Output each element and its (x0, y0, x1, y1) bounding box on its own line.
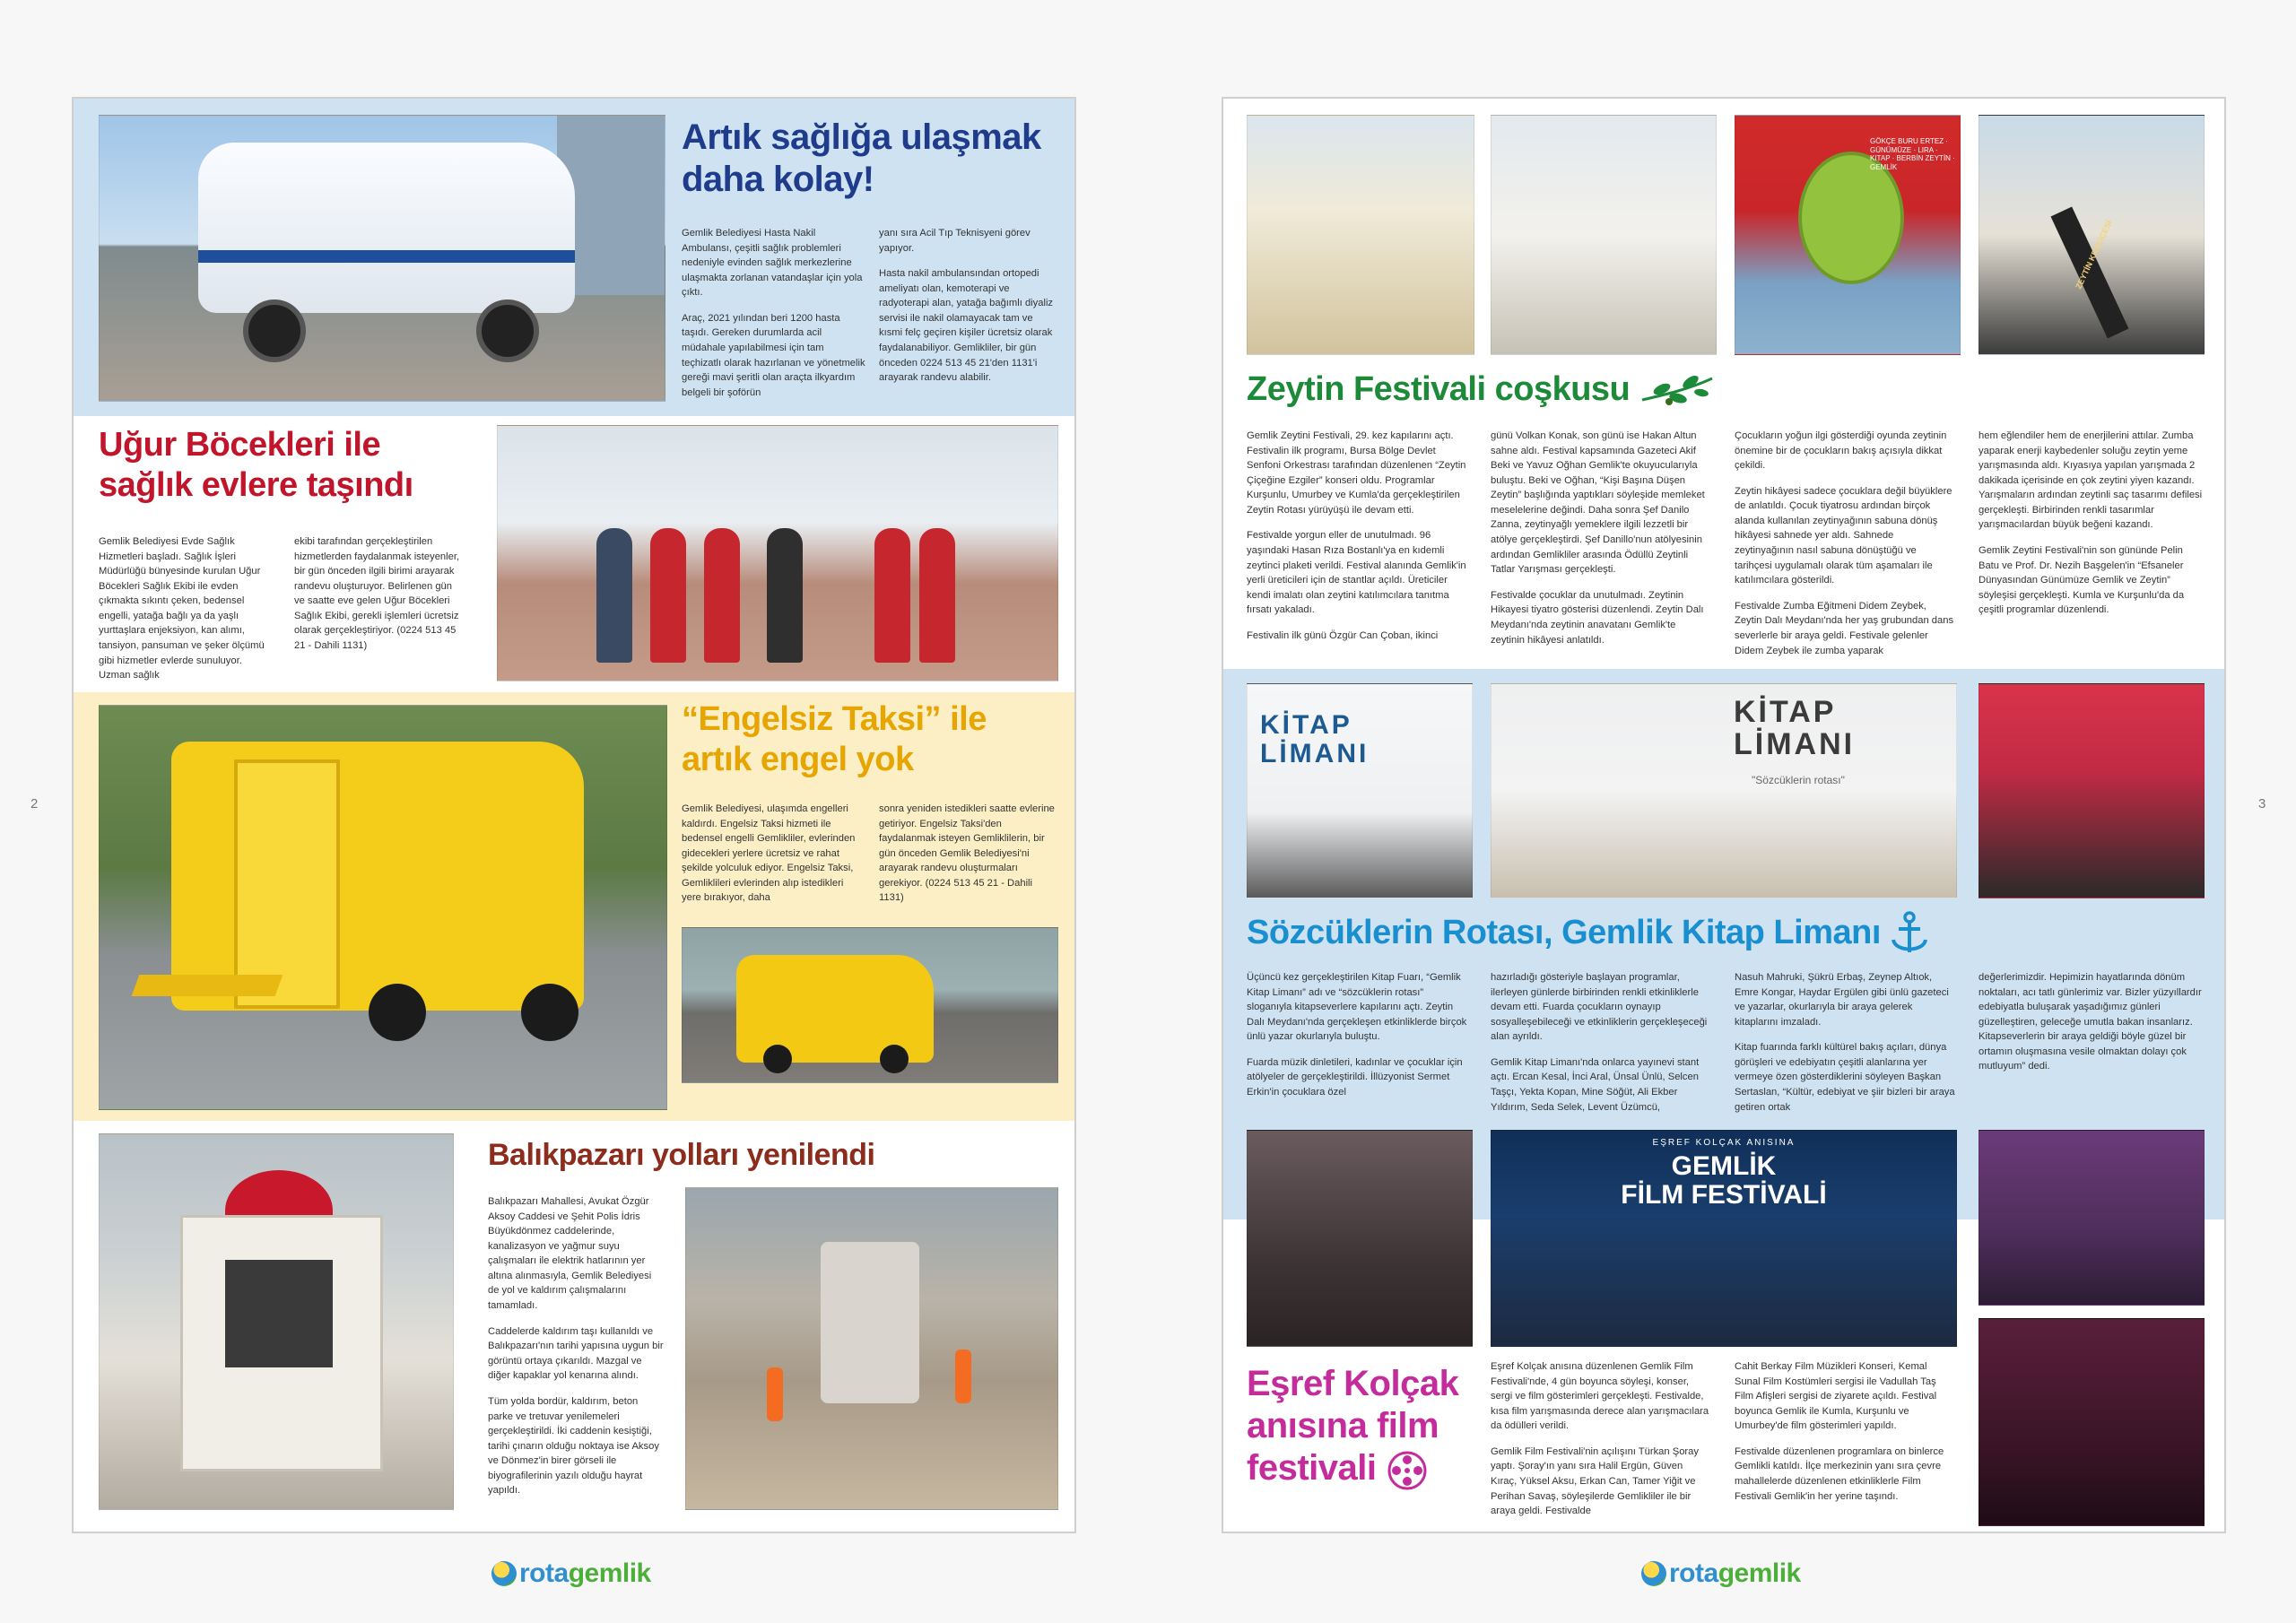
ambulance-col-2: yanı sıra Acil Tıp Teknisyeni görev yapıyor. Hasta nakil ambulansından ortopedi ameliyatı olan, kemoterapi ve radyoterapi alan, yatağa bağımlı diyaliz servisi ile nakil olamayacak tam ve kısmi felç geçiren kişiler ücretsiz olarak faydalanabiliyor. Gemlikliler, bir gün önceden 0224 513 45 21'den 1131'i arayarak randevu alabilir. (879, 228, 1054, 384)
film-award-photo (1979, 1318, 2205, 1526)
kitap-signing-photo: KİTAP LİMANI (1247, 683, 1473, 898)
taksi-photo-small (682, 927, 1058, 1083)
taksi-col-1: Gemlik Belediyesi, ulaşımda engelleri kaldırdı. Engelsiz Taksi hizmeti ile bedensel engelli Gemlikliler, evlerinden gidecekleri yerlere ücretsiz ve rahat şekilde yolculuk ediyor. Engelsiz Taksi, Gemliklileri evlerinden alıp istedikleri yere bırakıyor, daha (682, 803, 856, 904)
balik-title: Balıkpazarı yolları yenilendi (488, 1138, 875, 1172)
film-col-2: Cahit Berkay Film Müzikleri Konseri, Kemal Sunal Film Kostümleri sergisi ile Vadullah Taş Film Afişleri sergisi de ziyarete açıldı. Festival boyunca Gemlik ile Kumla, Kurşunlu ve Umurbey'de film gösterimleri yapıldı. Festivalde düzenlenen programlara on binlerce Gemlikli katıldı. İlçe merkezinin yanı sıra çevre mahallelerde düzenlenen etkinliklerle Film Festivali Gemlik'in her yerine taşındı. (1735, 1361, 1944, 1502)
zeytin-col-2: günü Volkan Konak, son günü ise Hakan Altun sahne aldı. Festival kapsamında Gazeteci Akif Beki ve Yavuz Oğhan Gemlik'te okuyucularıyla buluştu. Beki ve Oğhan, “Kişi Başına Düşen Zeytin” başlığında yaptıkları söyleşide memleket meselelerine değindi. Daha sonra Şef Danilo Zanna, zeytinyağlı yemeklere ilgili lezzetli bir atölye gerçekleştirdi. Şef Danillo'nun atölyesinin ardından Gemlikliler arasında Ödüllü Zeytinli Tatlar Yarışması gerçekleşti. Festivalde çocuklar da unutulmadı. Zeytinin Hikayesi tiyatro gösterisi düzenlendi. Zeytin Dalı Meydanı'nda zeytinin anavatanı Gemlik'te zeytinin hikâyesi anlatıldı. (1491, 430, 1705, 646)
ambulance-title: Artık sağlığa ulaşmak daha kolay! (682, 117, 1041, 200)
right-page (1222, 97, 2226, 1533)
zeytin-stalls-photo (1247, 115, 1474, 355)
taksi-photo-main (99, 705, 667, 1110)
taksi-title: “Engelsiz Taksi” ile artık engel yok (682, 700, 987, 778)
zeytin-mascot-photo: GÖKÇE BURU ERTEZ · GÜNÜMÜZE · LIRA · KITAP · BERBİN ZEYTİN · GEMLİK (1735, 115, 1961, 355)
left-page (72, 97, 1076, 1533)
film-speaker-photo (1247, 1130, 1473, 1347)
bocek-team-photo (497, 425, 1058, 681)
kitap-col-4: değerlerimizdir. Hepimizin hayatlarında dönüm noktaları, acı tatlı günlerimiz var. Bizler yüzyıllardır edebiyatla buluşarak yaşadığımız günleri güzelleştiren, geleceğe umutla bakan insanlarız. Kitapseverlerin bir araya geldiği böyle güzel bir ortamın oluşmasına vesile olmaktan dolayı çok mutluyum” dedi. (1979, 972, 2202, 1072)
balik-monument-photo (99, 1133, 454, 1510)
zeytin-col-3: Çocukların yoğun ilgi gösterdiği oyunda zeytinin önemine bir de çocukların bakış açısıyla dikkat çekildi. Zeytin hikâyesi sadece çocuklara değil büyüklere de anlatıldı. Çocuk tiyatrosu ardından birçok alanda kullanılan zeytinyağının sabuna dönüş hikâyesi sahnede yer aldı. Sahnede zeytinyağının nasıl sabuna dönüştüğü ve tarihçesi uygulamalı olarak tüm aşamaları ile katılımcılara gösterildi. Festivalde Zumba Eğitmeni Didem Zeybek, Zeytin Dalı Meydanı'nda her yaş grubundan dans severlerle bir araya geldi. Festivale gelenler Didem Zeybek ile zumba yaparak (1735, 430, 1954, 656)
zeytin-title: Zeytin Festivali coşkusu (1247, 369, 1716, 410)
footer-logo-left[interactable]: rotagemlik (491, 1558, 651, 1589)
film-group-photo: EŞREF KOLÇAK ANISINA GEMLİK FİLM FESTİVALİ (1491, 1130, 1957, 1347)
bocek-col-1: Gemlik Belediyesi Evde Sağlık Hizmetleri başladı. Sağlık İşleri Müdürlüğü bünyesinde kurulan Uğur Böcekleri Sağlık Ekibi ile evden çıkmakta sıkıntı çeken, bedensel engelli, yatağa bağlı ya da yaşlı yurttaşlara enjeksiyon, kan alımı, tansiyon, pansuman ve şeker ölçümü gibi hizmetler evlerde sunuluyor. Uzman sağlık (99, 536, 265, 681)
zeytin-col-1: Gemlik Zeytini Festivali, 29. kez kapılarını açtı. Festivalin ilk programı, Bursa Bölge Devlet Senfoni Orkestrası tarafından düzenlenen “Zeytin Çiçeğine Ezgiler” konseri oldu. Programlar Kurşunlu, Umurbey ve Kumla'da gerçekleştirilen Zeytin Rotası yürüyüşü ile devam etti. Festivalde yorgun eller de unutulmadı. 96 yaşındaki Hasan Rıza Bostanlı'ya en kıdemli zeytinci plaketi verildi. Festival alanında Gemlik'in yerli üreticileri için de stantlar açıldı. Üreticiler kendi imalatı olan zeytini katılımcılara tanıtma fırsatı yakaladı. Festivalin ilk günü Özgür Can Çoban, ikinci (1247, 430, 1466, 641)
ambulance-col-1: Gemlik Belediyesi Hasta Nakil Ambulansı, çeşitli sağlık problemleri nedeniyle evinden sağlık merkezlerine ulaşmakta zorlanan vatandaşlar için yola çıktı. Araç, 2021 yılından beri 1200 hasta taşıdı. Gereken durumlarda acil müdahale yapılabilmesi için tam teçhizatlı olarak hazırlanan ve yönetmelik gereği mavi şeritli olan araçta ilkyardım belgeli bir şoförün (682, 228, 865, 398)
zeytin-queen-photo: ZEYTİN KRALİÇESİ (1979, 115, 2205, 355)
film-title: Eşref Kolçak anısına film festivali (1247, 1363, 1458, 1492)
taksi-col-2: sonra yeniden istedikleri saatte evlerine getiriyor. Engelsiz Taksi'den faydalanmak isteyen Gemliklilerin, bir gün önceden Gemlik Belediyesi'ni arayarak randevu oluşturmaları gerekiyor. (0224 513 45 21 - Dahili 1131) (879, 803, 1055, 904)
kitap-col-3: Nasuh Mahruki, Şükrü Erbaş, Zeynep Altıok, Emre Kongar, Haydar Ergülen gibi ünlü gazeteci ve yazarlar, okurlarıyla bir araya gelerek kitaplarını imzaladı. Kitap fuarında farklı kültürel bakış açıları, dünya görüşleri ve edebiyatın çeşitli alanlarına yer vermeye özen gösterdiklerini söyleyen Başkan Sertaslan, “Kültür, edebiyat ve şiir bizleri bir araya getiren ortak (1735, 972, 1955, 1113)
balik-road-photo (685, 1187, 1058, 1510)
page-number-right: 3 (2258, 796, 2266, 812)
anchor-icon (1890, 911, 1929, 958)
bocek-col-2: ekibi tarafından gerçekleştirilen hizmetlerden faydalanmak isteyenler, bir gün önceden ilgili birimi arayarak randevu oluşturuyor. Belirlenen gün ve saatte eve gelen Uğur Böcekleri Sağlık Ekibi, gerekli işlemleri ücretsiz olarak gerçekleştiriyor. (0224 513 45 21 - Dahili 1131) (294, 536, 460, 652)
film-col-1: Eşref Kolçak anısına düzenlenen Gemlik Film Festivali'nde, 4 gün boyunca söyleşi, konser, sergi ve film gösterimleri gerçekleşti. Festivalde, kısa film yarışmasında derece alan yarışmacılara da ödülleri verildi. Gemlik Film Festivali'nin açılışını Türkan Şoray yaptı. Şoray'ın yanı sıra Halil Ergün, Güven Kıraç, Yüksel Aksu, Erkan Can, Tamer Yiğit ve Perihan Savaş, söyleşilerde Gemlikliler ile bir araya geldi. Festivalde (1491, 1361, 1709, 1517)
balik-col-1: Balıkpazarı Mahallesi, Avukat Özgür Aksoy Caddesi ve Şehit Polis İdris Büyükdönmez caddelerinde, kanalizasyon ve yağmur suyu çalışmaları ile elektrik hatlarının yer altına alınmasıyla, Gemlik Belediyesi de yol ve kaldırım çalışmalarını tamamladı. Caddelerde kaldırım taşı kullanıldı ve Balıkpazarı'nın tarihi yapısına uygun bir görüntü ortaya çıkarıldı. Mazgal ve diğer kapaklar yol kenarına alındı. Tüm yolda bordür, kaldırım, beton parke ve tretuvar yenilemeleri gerçekleştirildi. İki caddenin kesiştiği, tarihi çınarın olduğu noktaya ise Aksoy ve Dönmez'in birer görseli ile biyografilerinin yazılı olduğu hayrat yapıldı. (488, 1196, 664, 1497)
bocek-title: Uğur Böcekleri ile sağlık evlere taşındı (99, 426, 413, 504)
rota-logo-icon (491, 1561, 517, 1586)
footer-logo-right[interactable]: rotagemlik (1641, 1558, 1801, 1589)
kitap-col-2: hazırladığı gösteriyle başlayan programlar, ilerleyen günlerde birbirinden renkli etkinliklerle devam etti. Fuarda çocukların oynayıp sosyalleşebileceği ve etkinliklerin gerçekleşeceği alan ayrıldı. Gemlik Kitap Limanı'nda onlarca yayınevi stant açtı. Ercan Kesal, İnci Aral, Ünsal Ünlü, Selcen Taşçı, Yekta Kopan, Mine Söğüt, Ali Ekber Yıldırım, Seda Selek, Levent Üzümcü, (1491, 972, 1708, 1113)
film-reel-icon (1386, 1449, 1429, 1492)
page-number-left: 2 (30, 796, 39, 812)
olive-branch-icon (1639, 373, 1716, 409)
kitap-authors-photo (1979, 683, 2205, 898)
zeytin-col-4: hem eğlendiler hem de enerjilerini attılar. Zumba yaparak enerji kaybedenler soluğu zeytin yeme yarışmasında aldı. Kıyasıya yapılan yarışmada 2 dakikada içerisinde en çok zeytini yiyen kazandı. Yarışmaların ardından zeytinli saç tasarımı defilesi gerçekleşti. Birbirinden renkli tasarımlar yarışmacılardan büyük beğeni kazandı. Gemlik Zeytini Festivali'nin son gününde Pelin Batu ve Prof. Dr. Nezih Başgelen'in “Efsaneler Dünyasından Günümüze Gemlik ve Zeytin” söyleşisi gerçekleşti. Kumla ve Kurşunlu'da da çeşitli programlar düzenlendi. (1979, 430, 2203, 616)
kitap-col-1: Üçüncü kez gerçekleştirilen Kitap Fuarı, “Gemlik Kitap Limanı” adı ve “sözcüklerin rotası” sloganıyla kitapseverlere kapılarını açtı. Zeytin Dalı Meydanı'nda gerçekleşen etkinliklerde birçok ünlü yazar okurlarıyla buluştu. Fuarda müzik dinletileri, kadınlar ve çocuklar için atölyeler de gerçekleştirildi. İllüzyonist Sermet Erkin'in çocuklara özel (1247, 972, 1467, 1098)
zeytin-kids-photo (1491, 115, 1717, 355)
kitap-panel-photo: KİTAP LİMANI "Sözcüklerin rotası" (1491, 683, 1957, 898)
film-concert-photo (1979, 1130, 2205, 1306)
ambulance-photo (99, 115, 665, 402)
kitap-title: Sözcüklerin Rotası, Gemlik Kitap Limanı (1247, 911, 1929, 958)
rota-logo-icon (1641, 1561, 1666, 1586)
